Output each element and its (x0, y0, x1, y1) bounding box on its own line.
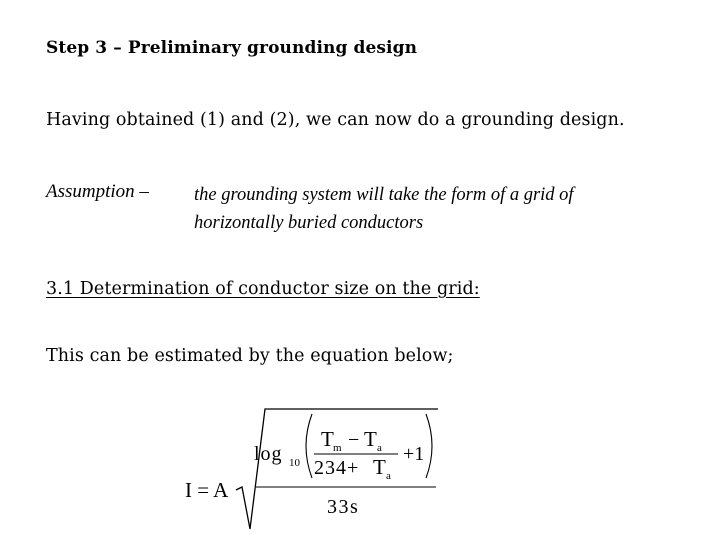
assumption-line-1: the grounding system will take the form of a grid of (194, 185, 574, 205)
equation-lhs: I = A (185, 478, 229, 502)
plus-one: +1 (403, 443, 425, 465)
intro-paragraph: Having obtained (1) and (2), we can now do a grounding design. (46, 110, 625, 130)
estimate-paragraph: This can be estimated by the equation below; (46, 346, 454, 366)
inner-denominator: 234+ (314, 457, 360, 479)
minus-sign: − (348, 429, 360, 451)
assumption-label: Assumption – (46, 181, 149, 202)
ta-symbol: T (364, 427, 377, 451)
section-title: 3.1 Determination of conductor size on the grid: (46, 279, 480, 299)
assumption-line-2: horizontally buried conductors (194, 213, 424, 233)
tm-symbol: T (321, 427, 334, 451)
page-title: Step 3 – Preliminary grounding design (46, 38, 418, 58)
radical-sign (236, 409, 438, 529)
ta-subscript: a (377, 442, 382, 454)
log-base: 10 (289, 457, 300, 469)
assumption-text (194, 181, 634, 237)
right-paren (426, 414, 432, 478)
left-paren (306, 414, 312, 478)
ta-subscript-denominator: a (386, 470, 391, 482)
outer-denominator: 33s (327, 496, 360, 518)
ta-symbol-denominator: T (373, 455, 386, 479)
tm-subscript: m (333, 442, 342, 454)
log-label: log (254, 443, 283, 465)
